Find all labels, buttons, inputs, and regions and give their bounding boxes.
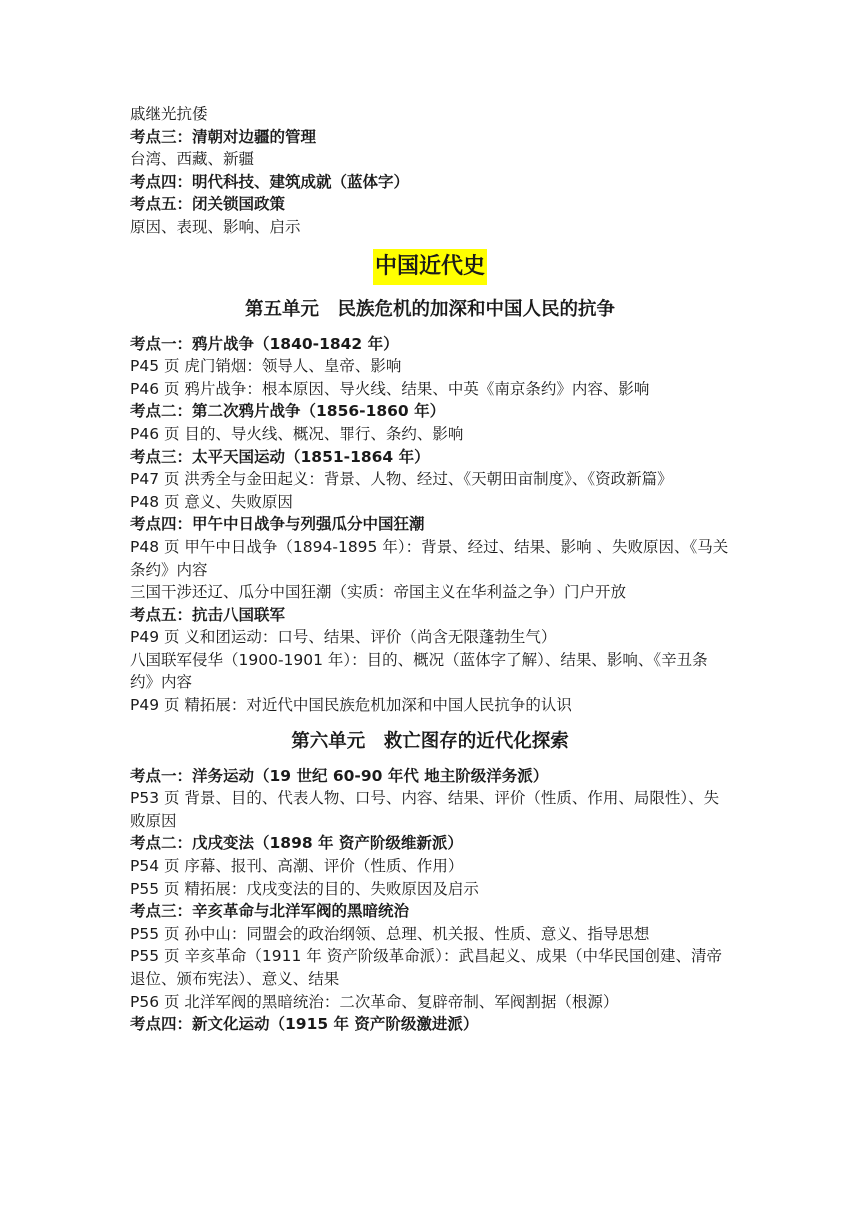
intro-section <box>130 103 730 239</box>
content-line: P45 页 虎门销烟：领导人、皇帝、影响 <box>130 357 402 376</box>
content-line: P54 页 序幕、报刊、高潮、评价（性质、作用） <box>130 857 464 876</box>
exam-point-heading: 考点四：新文化运动（1915 年 资产阶级激进派） <box>130 1015 479 1034</box>
content-line: P55 页 孙中山：同盟会的政治纲领、总理、机关报、性质、意义、指导思想 <box>130 924 650 943</box>
exam-point-heading: 考点一：鸦片战争（1840-1842 年） <box>130 334 399 353</box>
unit5-section <box>130 333 730 717</box>
exam-point-heading: 考点一：洋务运动（19 世纪 60-90 年代 地主阶级洋务派） <box>130 766 549 785</box>
content-line: 八国联军侵华（1900-1901 年）：目的、概况（蓝体字了解）、结果、影响、《辛丑条约》内容 <box>130 650 708 692</box>
content-line: P46 页 鸦片战争：根本原因、导火线、结果、中英《南京条约》内容、影响 <box>130 379 650 398</box>
main-title-wrap <box>130 249 730 285</box>
exam-point-heading: 考点三：太平天国运动（1851-1864 年） <box>130 447 430 466</box>
unit6-section <box>130 765 730 1036</box>
unit5-title: 第五单元 民族危机的加深和中国人民的抗争 <box>244 298 615 320</box>
exam-point-heading: 考点五：抗击八国联军 <box>130 605 286 624</box>
unit6-title: 第六单元 救亡图存的近代化探索 <box>291 730 569 752</box>
exam-point-heading: 考点二：第二次鸦片战争（1856-1860 年） <box>130 402 446 421</box>
exam-point-heading: 考点四：明代科技、建筑成就（蓝体字） <box>130 172 410 191</box>
main-title-highlighted: 中国近代史 <box>373 249 487 285</box>
exam-point-heading: 考点五：闭关锁国政策 <box>130 195 286 214</box>
exam-point-heading: 考点三：清朝对边疆的管理 <box>130 127 317 146</box>
document-page <box>130 103 730 1036</box>
content-line: 戚继光抗倭 <box>130 105 208 123</box>
exam-point-heading: 考点三：辛亥革命与北洋军阀的黑暗统治 <box>130 902 410 921</box>
content-line: P53 页 背景、目的、代表人物、口号、内容、结果、评价（性质、作用、局限性）、失败原因 <box>130 789 720 830</box>
content-line: P49 页 精拓展：对近代中国民族危机加深和中国人民抗争的认识 <box>130 696 572 715</box>
exam-point-heading: 考点二：戊戌变法（1898 年 资产阶级维新派） <box>130 834 463 853</box>
content-line: P46 页 目的、导火线、概况、罪行、条约、影响 <box>130 424 464 443</box>
content-line: P55 页 辛亥革命（1911 年 资产阶级革命派）：武昌起义、成果（中华民国创建、清帝退位、颁布宪法）、意义、结果 <box>130 947 722 988</box>
content-line: P48 页 甲午中日战争（1894-1895 年）：背景、经过、结果、影响 、失败原因、《马关条约》内容 <box>130 537 729 579</box>
content-line: P49 页 义和团运动：口号、结果、评价（尚含无限蓬勃生气） <box>130 628 557 647</box>
content-line: P47 页 洪秀全与金田起义：背景、人物、经过、《天朝田亩制度》、《资政新篇》 <box>130 470 673 489</box>
content-line: 台湾、西藏、新疆 <box>130 150 255 169</box>
content-line: P48 页 意义、失败原因 <box>130 492 293 511</box>
content-line: 原因、表现、影响、启示 <box>130 217 301 236</box>
content-line: P55 页 精拓展：戊戌变法的目的、失败原因及启示 <box>130 879 479 898</box>
content-line: 三国干涉还辽、瓜分中国狂潮（实质：帝国主义在华利益之争）门户开放 <box>130 583 627 602</box>
content-line: P56 页 北洋军阀的黑暗统治：二次革命、复辟帝制、军阀割据（根源） <box>130 992 619 1011</box>
exam-point-heading: 考点四：甲午中日战争与列强瓜分中国狂潮 <box>130 515 425 534</box>
